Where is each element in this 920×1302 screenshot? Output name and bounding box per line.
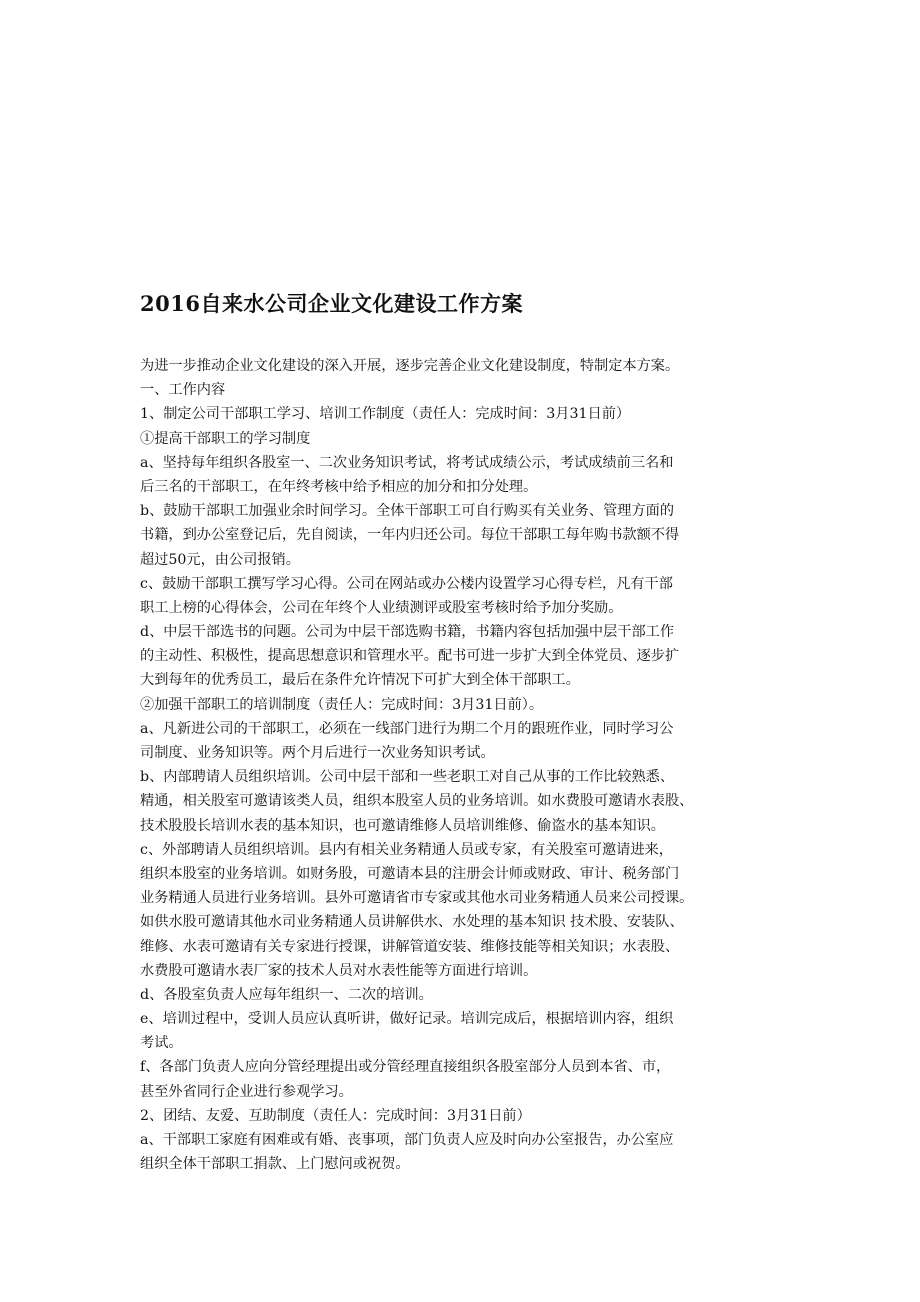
text-line: 业务精通人员进行业务培训。县外可邀请省市专家或其他水司业务精通人员来公司授课。	[140, 890, 694, 907]
text-line: d、各股室负责人应每年组织一、二次的培训。	[140, 986, 433, 1003]
text-line: 组织全体干部职工捐款、上门慰问或祝贺。	[140, 1156, 410, 1173]
text-line: b、鼓励干部职工加强业余时间学习。全体干部职工可自行购买有关业务、管理方面的	[140, 503, 675, 520]
text-line: a、干部职工家庭有困难或有婚、丧事项，部门负责人应及时向办公室报告，办公室应	[140, 1132, 674, 1148]
text-line: 职工上榜的心得体会，公司在年终个人业绩测评或股室考核时给予加分奖励。	[140, 599, 623, 616]
text-line: 后三名的干部职工，在年终考核中给予相应的加分和扣分处理。	[140, 478, 538, 495]
text-line: 的主动性、积极性，提高思想意识和管理水平。配书可进一步扩大到全体党员、逐步扩	[140, 648, 680, 665]
text-line: 维修、水表可邀请有关专家进行授课，讲解管道安装、维修技能等相关知识；水表股、	[140, 938, 680, 955]
text-line: 水费股可邀请水表厂家的技术人员对水表性能等方面进行培训。	[140, 962, 538, 979]
text-line: 技术股股长培训水表的基本知识，也可邀请维修人员培训维修、偷盗水的基本知识。	[140, 817, 665, 834]
text-line: 精通，相关股室可邀请该类人员，组织本股室人员的业务培训。如水费股可邀请水表股、	[140, 793, 694, 810]
text-line: c、外部聘请人员组织培训。县内有相关业务精通人员或专家，有关股室可邀请进来，	[140, 841, 673, 858]
text-line: 司制度、业务知识等。两个月后进行一次业务知识考试。	[140, 745, 495, 761]
text-line: 2、团结、友爱、互助制度（责任人：完成时间：3月31日前）	[140, 1107, 531, 1124]
text-line: 大到每年的优秀员工，最后在条件允许情况下可扩大到全体干部职工。	[140, 672, 580, 689]
document-title: 2016自来水公司企业文化建设工作方案	[140, 291, 523, 316]
text-line: e、培训过程中，受训人员应认真听讲，做好记录。培训完成后，根据培训内容，组织	[140, 1011, 674, 1028]
text-line: d、中层干部选书的问题。公司为中层干部选购书籍，书籍内容包括加强中层干部工作	[140, 624, 675, 641]
text-line: 甚至外省同行企业进行参观学习。	[140, 1083, 353, 1100]
text-line: ①提高干部职工的学习制度	[140, 430, 311, 447]
text-line: 为进一步推动企业文化建设的深入开展，逐步完善企业文化建设制度，特制定本方案。	[140, 358, 680, 374]
text-line: 超过50元，由公司报销。	[140, 551, 300, 568]
text-line: 1、制定公司干部职工学习、培训工作制度（责任人：完成时间：3月31日前）	[140, 406, 631, 423]
text-line: f、各部门负责人应向分管经理提出或分管经理直接组织各股室部分人员到本省、市，	[140, 1059, 671, 1076]
text-line: ②加强干部职工的培训制度（责任人：完成时间：3月31日前）。	[140, 696, 544, 713]
text-line: 一、工作内容	[140, 382, 226, 399]
text-line: 考试。	[140, 1035, 183, 1052]
text-line: 组织本股室的业务培训。如财务股，可邀请本县的注册会计师或财政、审计、税务部门	[140, 865, 680, 882]
text-line: 书籍，到办公室登记后，先自阅读，一年内归还公司。每位干部职工每年购书款额不得	[140, 527, 680, 544]
text-line: a、凡新进公司的干部职工，必须在一线部门进行为期二个月的跟班作业，同时学习公	[140, 720, 674, 737]
text-line: 如供水股可邀请其他水司业务精通人员讲解供水、水处理的基本知识 技术股、安装队、	[140, 914, 684, 931]
text-line: a、坚持每年组织各股室一、二次业务知识考试，将考试成绩公示，考试成绩前三名和	[140, 454, 674, 471]
text-line: b、内部聘请人员组织培训。公司中层干部和一些老职工对自己从事的工作比较熟悉、	[140, 769, 675, 786]
text-line: c、鼓励干部职工撰写学习心得。公司在网站或办公楼内设置学习心得专栏，凡有干部	[140, 575, 673, 592]
document-body	[140, 354, 790, 1176]
